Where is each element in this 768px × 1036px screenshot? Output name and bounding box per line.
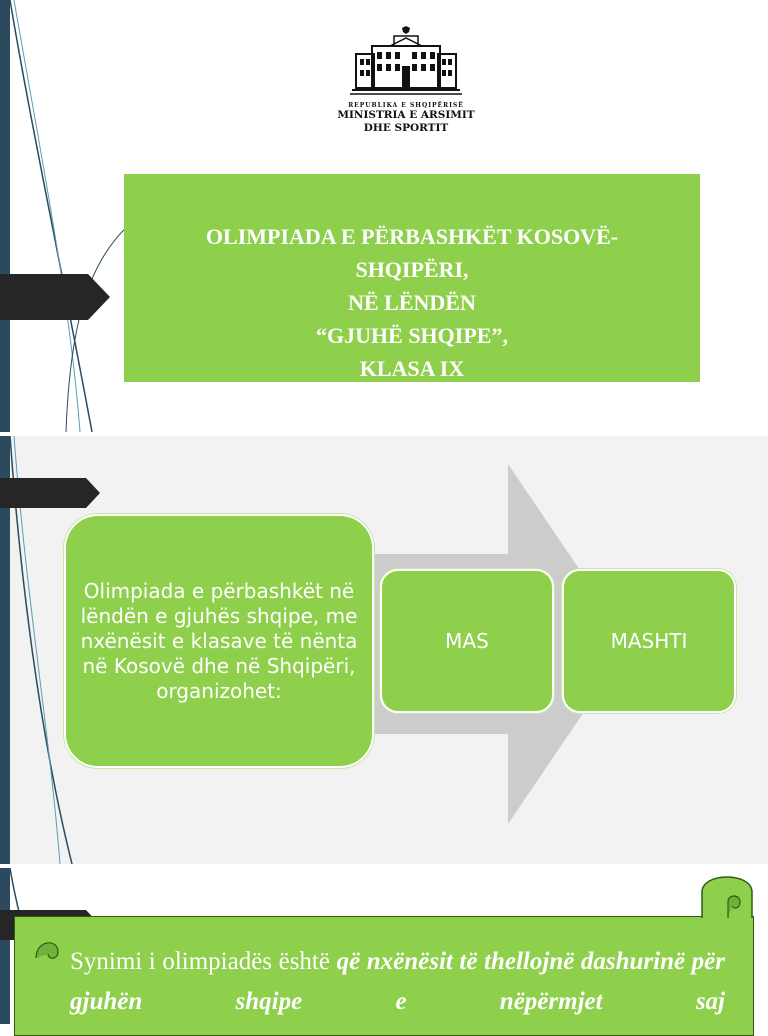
title-line: OLIMPIADA E PËRBASHKËT KOSOVË- xyxy=(205,224,619,249)
title-line: KLASA IX xyxy=(359,356,465,381)
organized-description-text: Olimpiada e përbashkët në lëndën e gjuhës shqipe, me nxënësit e klasave të nënta në Kosovë dhe në Shqipëri, organizohet: xyxy=(80,578,358,703)
organizer-label-mashti: MASHTI xyxy=(610,629,688,653)
organizer-label-mas: MAS xyxy=(445,629,489,653)
organizer-box-mashti xyxy=(562,569,736,713)
scroll-curl-left xyxy=(30,928,66,968)
organizer-box-mas xyxy=(380,569,554,713)
title-line: SHQIPËRI, xyxy=(355,257,469,282)
building-emblem-icon xyxy=(350,26,462,100)
title-line: NË LËNDËN xyxy=(348,290,476,315)
title-box xyxy=(124,174,700,382)
logo-sport-text: DHE SPORTIT xyxy=(363,122,449,134)
section-tab xyxy=(0,478,100,508)
ministry-logo xyxy=(330,26,482,144)
section-tab xyxy=(0,274,110,320)
logo-ministry-text: MINISTRIA E ARSIMIT xyxy=(337,109,475,121)
organized-description-box xyxy=(64,514,374,768)
goal-text xyxy=(70,942,725,1022)
title-line: “GJUHË SHQIPE”, xyxy=(316,323,508,348)
goal-text-emphasis: që nxënësit të thellojnë dashurinë për gjuhën shqipe e nëpërmjet saj xyxy=(70,948,725,1015)
decorative-lines xyxy=(0,0,140,432)
slide-title xyxy=(0,0,768,432)
logo-republic-text: REPUBLIKA E SHQIPËRISË xyxy=(348,102,464,109)
goal-text-plain: Synimi i olimpiadës është xyxy=(70,948,330,975)
scroll-curl-top xyxy=(698,866,758,922)
